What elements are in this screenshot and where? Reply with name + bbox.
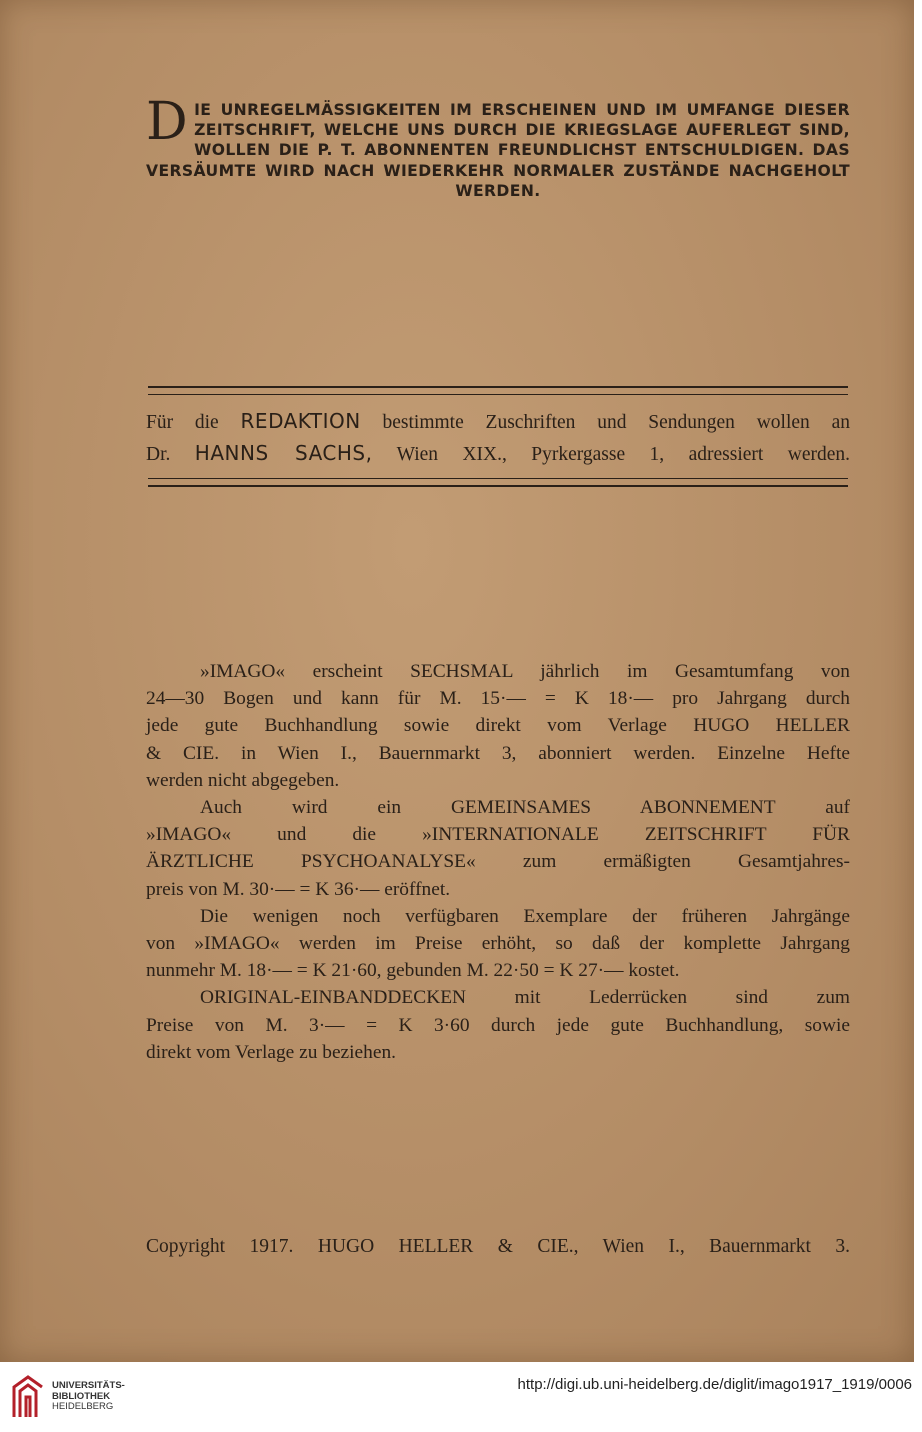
editorial-line-1: Für die REDAKTION bestimmte Zuschriften und Sendungen wollen an: [146, 409, 851, 433]
library-logo-icon: [10, 1373, 46, 1421]
paragraph-binding-covers: ORIGINAL-EINBANDDECKEN mit Lederrücken sind zum Preise von M. 3·— = K 3·60 durch jede gute Buchhandlung, sowie direkt vom Verlage zu beziehen.: [146, 987, 850, 1063]
notice-text: IE UNREGELMÄSSIGKEITEN IM ERSCHEINEN UND IM UMFANGE DIESER ZEITSCHRIFT, WELCHE UNS DURCH DIE KRIEGSLAGE AUFERLEGT SIND, WOLLEN DIE P. T. ABONNENTEN FREUNDLICHST ENTSCHULDIGEN. DAS VERSÄUMTE WIRD NACH WIEDERKEHR NORMALER ZUSTÄNDE NACHGEHOLT WERDEN.: [146, 101, 850, 200]
paragraph-joint-subscription: Auch wird ein GEMEINSAMES ABONNEMENT auf »IMAGO« und die »INTERNATIONALE ZEITSCHRIFT FÜR ÄRZTLICHE PSYCHOANALYSE« zum ermäßigten Gesamtjahres- preis von M. 30·— = K 36·— eröffnet.: [146, 797, 850, 900]
top-double-rule: [148, 386, 848, 395]
notice-paragraph: [146, 92, 850, 201]
editorial-line-2: Dr. HANNS SACHS, Wien XIX., Pyrkergasse 1, adressiert werden.: [146, 441, 850, 465]
editorial-address: [146, 406, 850, 470]
subscription-info: [146, 658, 850, 1066]
library-name: UNIVERSITÄTS- BIBLIOTHEK HEIDELBERG: [52, 1380, 125, 1412]
source-url-link[interactable]: http://digi.ub.uni-heidelberg.de/diglit/imago1917_1919/0006: [517, 1376, 912, 1393]
drop-cap: D: [146, 92, 189, 152]
bottom-double-rule: [148, 478, 848, 487]
copyright-line: Copyright 1917. HUGO HELLER & CIE., Wien I., Bauernmarkt 3.: [146, 1236, 850, 1257]
paragraph-imago: »IMAGO« erscheint SECHSMAL jährlich im Gesamtumfang von 24—30 Bogen und kann für M. 15·— = K 18·— pro Jahrgang durch jede gute Buchhandlung sowie direkt vom Verlage HUGO HELLER & CIE. in Wien I., Bauernmarkt 3, abonniert werden. Einzelne Hefte werden nicht abgegeben.: [146, 661, 850, 791]
paragraph-back-issues: Die wenigen noch verfügbaren Exemplare der früheren Jahrgänge von »IMAGO« werden im Preise erhöht, so daß der komplette Jahrgang nunmehr M. 18·— = K 21·60, gebunden M. 22·50 = K 27·— kostet.: [146, 905, 850, 982]
library-footer: [0, 1362, 922, 1432]
